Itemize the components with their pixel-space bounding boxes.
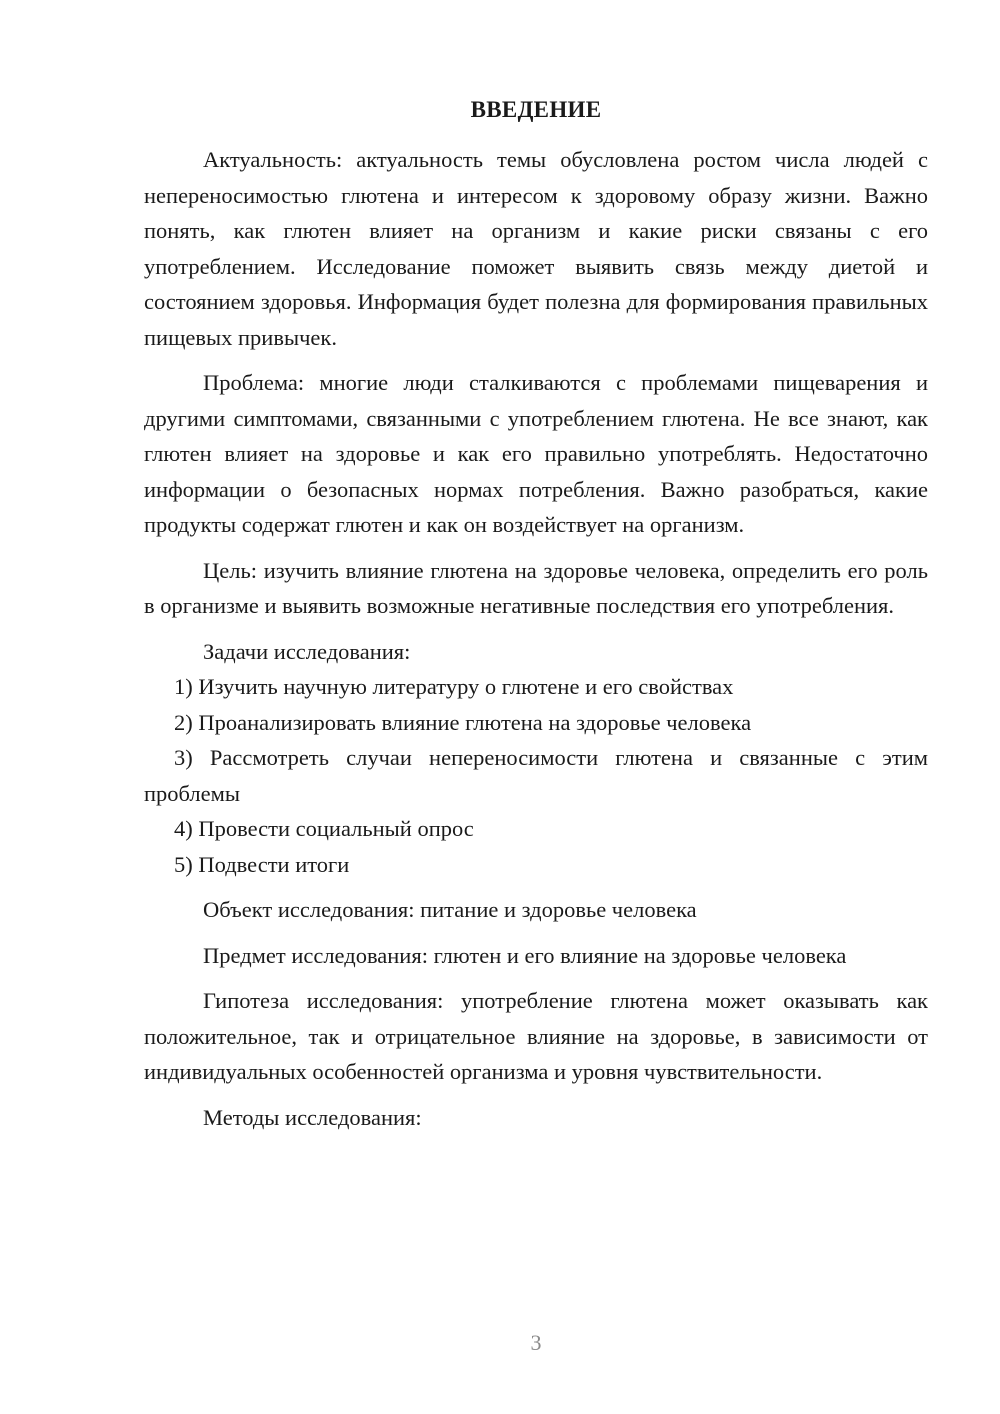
paragraph-subject: Предмет исследования: глютен и его влияние на здоровье человека xyxy=(203,942,847,968)
paragraph-problem: Проблема: многие люди сталкиваются с проблемами пищеварения и другими симптомами, связанными с употреблением глютена. Не все знают, как глютен влияет на здоровье и как его правильно употреблять. Недостаточно информации о безопасных нормах потребления. Важно разобраться, какие продукты содержат глютен и как он воздействует на организм. xyxy=(144,370,928,537)
task-item-2: 2) Проанализировать влияние глютена на здоровье человека xyxy=(174,709,752,735)
paragraph-object: Объект исследования: питание и здоровье человека xyxy=(203,897,697,922)
page-number: 3 xyxy=(530,1330,542,1355)
document-body xyxy=(144,142,928,1135)
task-item-4: 4) Провести социальный опрос xyxy=(174,816,474,841)
paragraph-goal: Цель: изучить влияние глютена на здоровье человека, определить его роль в организме и выявить возможные негативные последствия его употребления. xyxy=(144,557,928,618)
task-item-5: 5) Подвести итоги xyxy=(174,851,350,877)
paragraph-hypothesis: Гипотеза исследования: употребление глютена может оказывать как положительное, так и отрицательное влияние на здоровье, в зависимости от индивидуальных особенностей организма и уровня чувствительности. xyxy=(144,988,928,1084)
task-item-3: 3) Рассмотреть случаи непереносимости глютена и связанные с этим проблемы xyxy=(144,745,928,806)
paragraph-tasks-heading: Задачи исследования: xyxy=(203,638,411,664)
paragraph-relevance: Актуальность: актуальность темы обусловлена ростом числа людей с непереносимостью глютена и интересом к здоровому образу жизни. Важно понять, как глютен влияет на организм и какие риски связаны с его употреблением. Исследование поможет выявить связь между диетой и состоянием здоровья. Информация будет полезна для формирования правильных пищевых привычек. xyxy=(144,147,928,350)
paragraph-methods: Методы исследования: xyxy=(203,1104,422,1130)
task-item-1: 1) Изучить научную литературу о глютене и его свойствах xyxy=(174,674,734,699)
page-title: ВВЕДЕНИЕ xyxy=(470,97,602,122)
